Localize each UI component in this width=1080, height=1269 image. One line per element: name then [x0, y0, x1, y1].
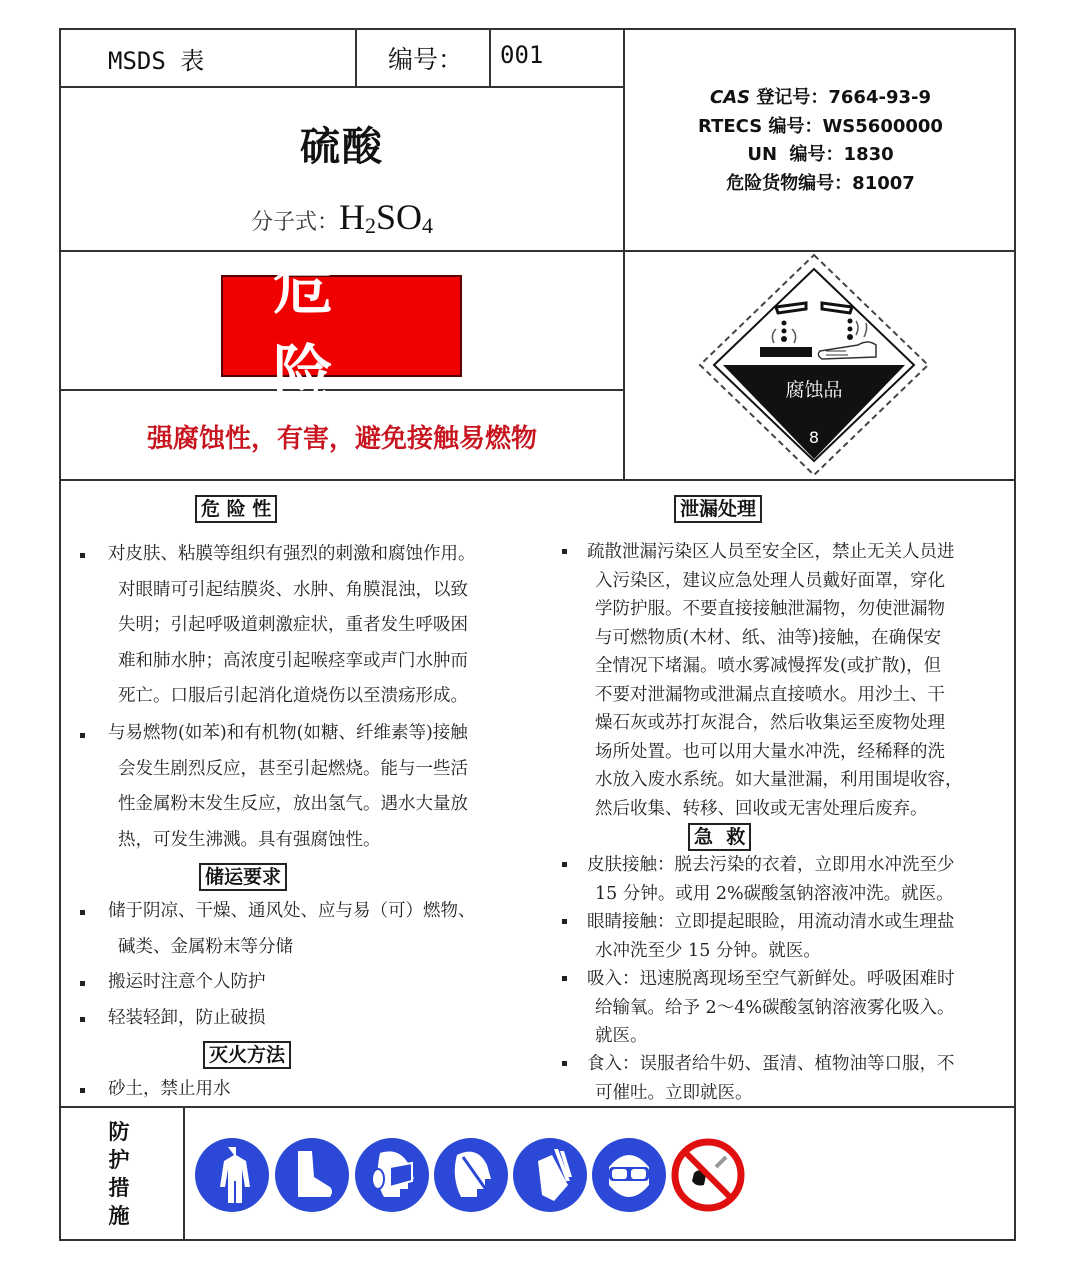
identifiers: [625, 84, 1016, 198]
no-smoking-icon: [670, 1137, 746, 1213]
chemical-formula: $H_2SO_4$: [338, 197, 434, 238]
form-label: MSDS 表: [108, 47, 205, 75]
bullet-icon: [80, 981, 85, 986]
bullet-icon: [80, 1088, 85, 1093]
rtecs-number: RTECS 编号：WS5600000: [698, 115, 943, 137]
formula-label: 分子式：: [250, 210, 339, 235]
corrosive-hazard-diamond-icon: [698, 253, 930, 477]
section-title-hazards: 危 险 性: [195, 495, 277, 523]
list-item: 皮肤接触：脱去污染的衣着，立即用水冲洗至少 15 分钟。或用 2%碳酸氢钠溶液冲洗。就医。: [587, 855, 955, 904]
list-item: 吸入：迅速脱离现场至空气新鲜处。呼吸困难时 给输氧。给予 2～4%碳酸氢钠溶液雾化吸入。 就医。: [587, 969, 955, 1046]
list-item: 砂土，禁止用水: [108, 1079, 231, 1099]
divider: [183, 1106, 185, 1240]
bullet-icon: [80, 910, 85, 915]
section-title-firefighting: 灭火方法: [203, 1041, 291, 1069]
dangerous-goods-number: 危险货物编号：81007: [726, 172, 915, 194]
divider: [355, 28, 357, 86]
signal-word-badge: 危险: [221, 275, 462, 377]
section-title-storage: 储运要求: [199, 863, 287, 891]
bullet-icon: [80, 733, 85, 738]
respirator-mask-icon: [354, 1137, 430, 1213]
divider: [59, 479, 1016, 481]
face-shield-icon: [433, 1137, 509, 1213]
divider: [489, 28, 491, 86]
bullet-icon: [562, 1061, 567, 1066]
list-item: 储于阴凉、干燥、通风处、应与易（可）燃物、 碱类、金属粉末等分储: [108, 901, 476, 957]
list-item: 食入：误服者给牛奶、蛋清、植物油等口服，不 可催吐。立即就医。: [587, 1054, 955, 1103]
bullet-icon: [562, 919, 567, 924]
hazard-warning: 强腐蚀性，有害，避免接触易燃物: [146, 424, 537, 454]
protective-gloves-icon: [512, 1137, 588, 1213]
divider: [59, 86, 625, 88]
safety-boots-icon: [274, 1137, 350, 1213]
svg-text:腐蚀品: 腐蚀品: [785, 379, 843, 401]
bullet-icon: [562, 862, 567, 867]
list-item: 与易燃物(如苯)和有机物(如糖、纤维素等)接触 会发生剧烈反应，甚至引起燃烧。能与一些活 性金属粉末发生反应，放出氢气。遇水大量放 热，可发生沸溅。具有强腐蚀性。: [108, 723, 468, 850]
list-item: 疏散泄漏污染区人员至安全区，禁止无关人员进 入污染区，建议应急处理人员戴好面罩，穿化 学防护服。不要直接接触泄漏物，勿使泄漏物 与可燃物质(木材、纸、油等)接触，在确保安 全情况下堵漏。喷水雾减慢挥发(或扩散)，但 不要对泄漏物或泄漏点直接喷水。用沙土、干 燥石灰或苏打灰混合，然后收集运至废物处理 场所处置。也可以用大量水冲洗，经稀释的洗 水放入废水系统。如大量泄漏，利用围堤收容， 然后收集、转移、回收或无害处理后废弃。: [587, 542, 963, 819]
section-title-first-aid: 急 救: [688, 823, 751, 851]
bullet-icon: [562, 976, 567, 981]
number-value: 001: [500, 41, 544, 69]
list-item: 对皮肤、粘膜等组织有强烈的刺激和腐蚀作用。 对眼睛可引起结膜炎、水肿、角膜混浊，以致 失明；引起呼吸道刺激症状，重者发生呼吸困 难和肺水肿；高浓度引起喉痉挛或声门水肿而 死亡。口服后引起消化道烧伤以至溃疡形成。: [108, 544, 476, 706]
bullet-icon: [562, 549, 567, 554]
protective-suit-icon: [194, 1137, 270, 1213]
chemical-name: 硫酸: [300, 124, 384, 170]
number-label: 编号：: [388, 45, 464, 74]
bullet-icon: [80, 553, 85, 558]
list-item: 轻装轻卸，防止破损: [108, 1008, 266, 1028]
section-title-spill: 泄漏处理: [674, 495, 762, 523]
divider: [59, 250, 1016, 252]
bullet-icon: [80, 1017, 85, 1022]
svg-text:8: 8: [808, 428, 820, 447]
safety-goggles-icon: [591, 1137, 667, 1213]
list-item: 搬运时注意个人防护: [108, 972, 266, 992]
formula-row: [59, 196, 625, 239]
protection-label: 防 护 措 施: [108, 1120, 130, 1228]
cas-number: CAS 登记号：7664-93-9: [709, 87, 931, 108]
list-item: 眼睛接触：立即提起眼睑，用流动清水或生理盐 水冲洗至少 15 分钟。就医。: [587, 912, 955, 961]
un-number: UN 编号：1830: [747, 144, 894, 165]
